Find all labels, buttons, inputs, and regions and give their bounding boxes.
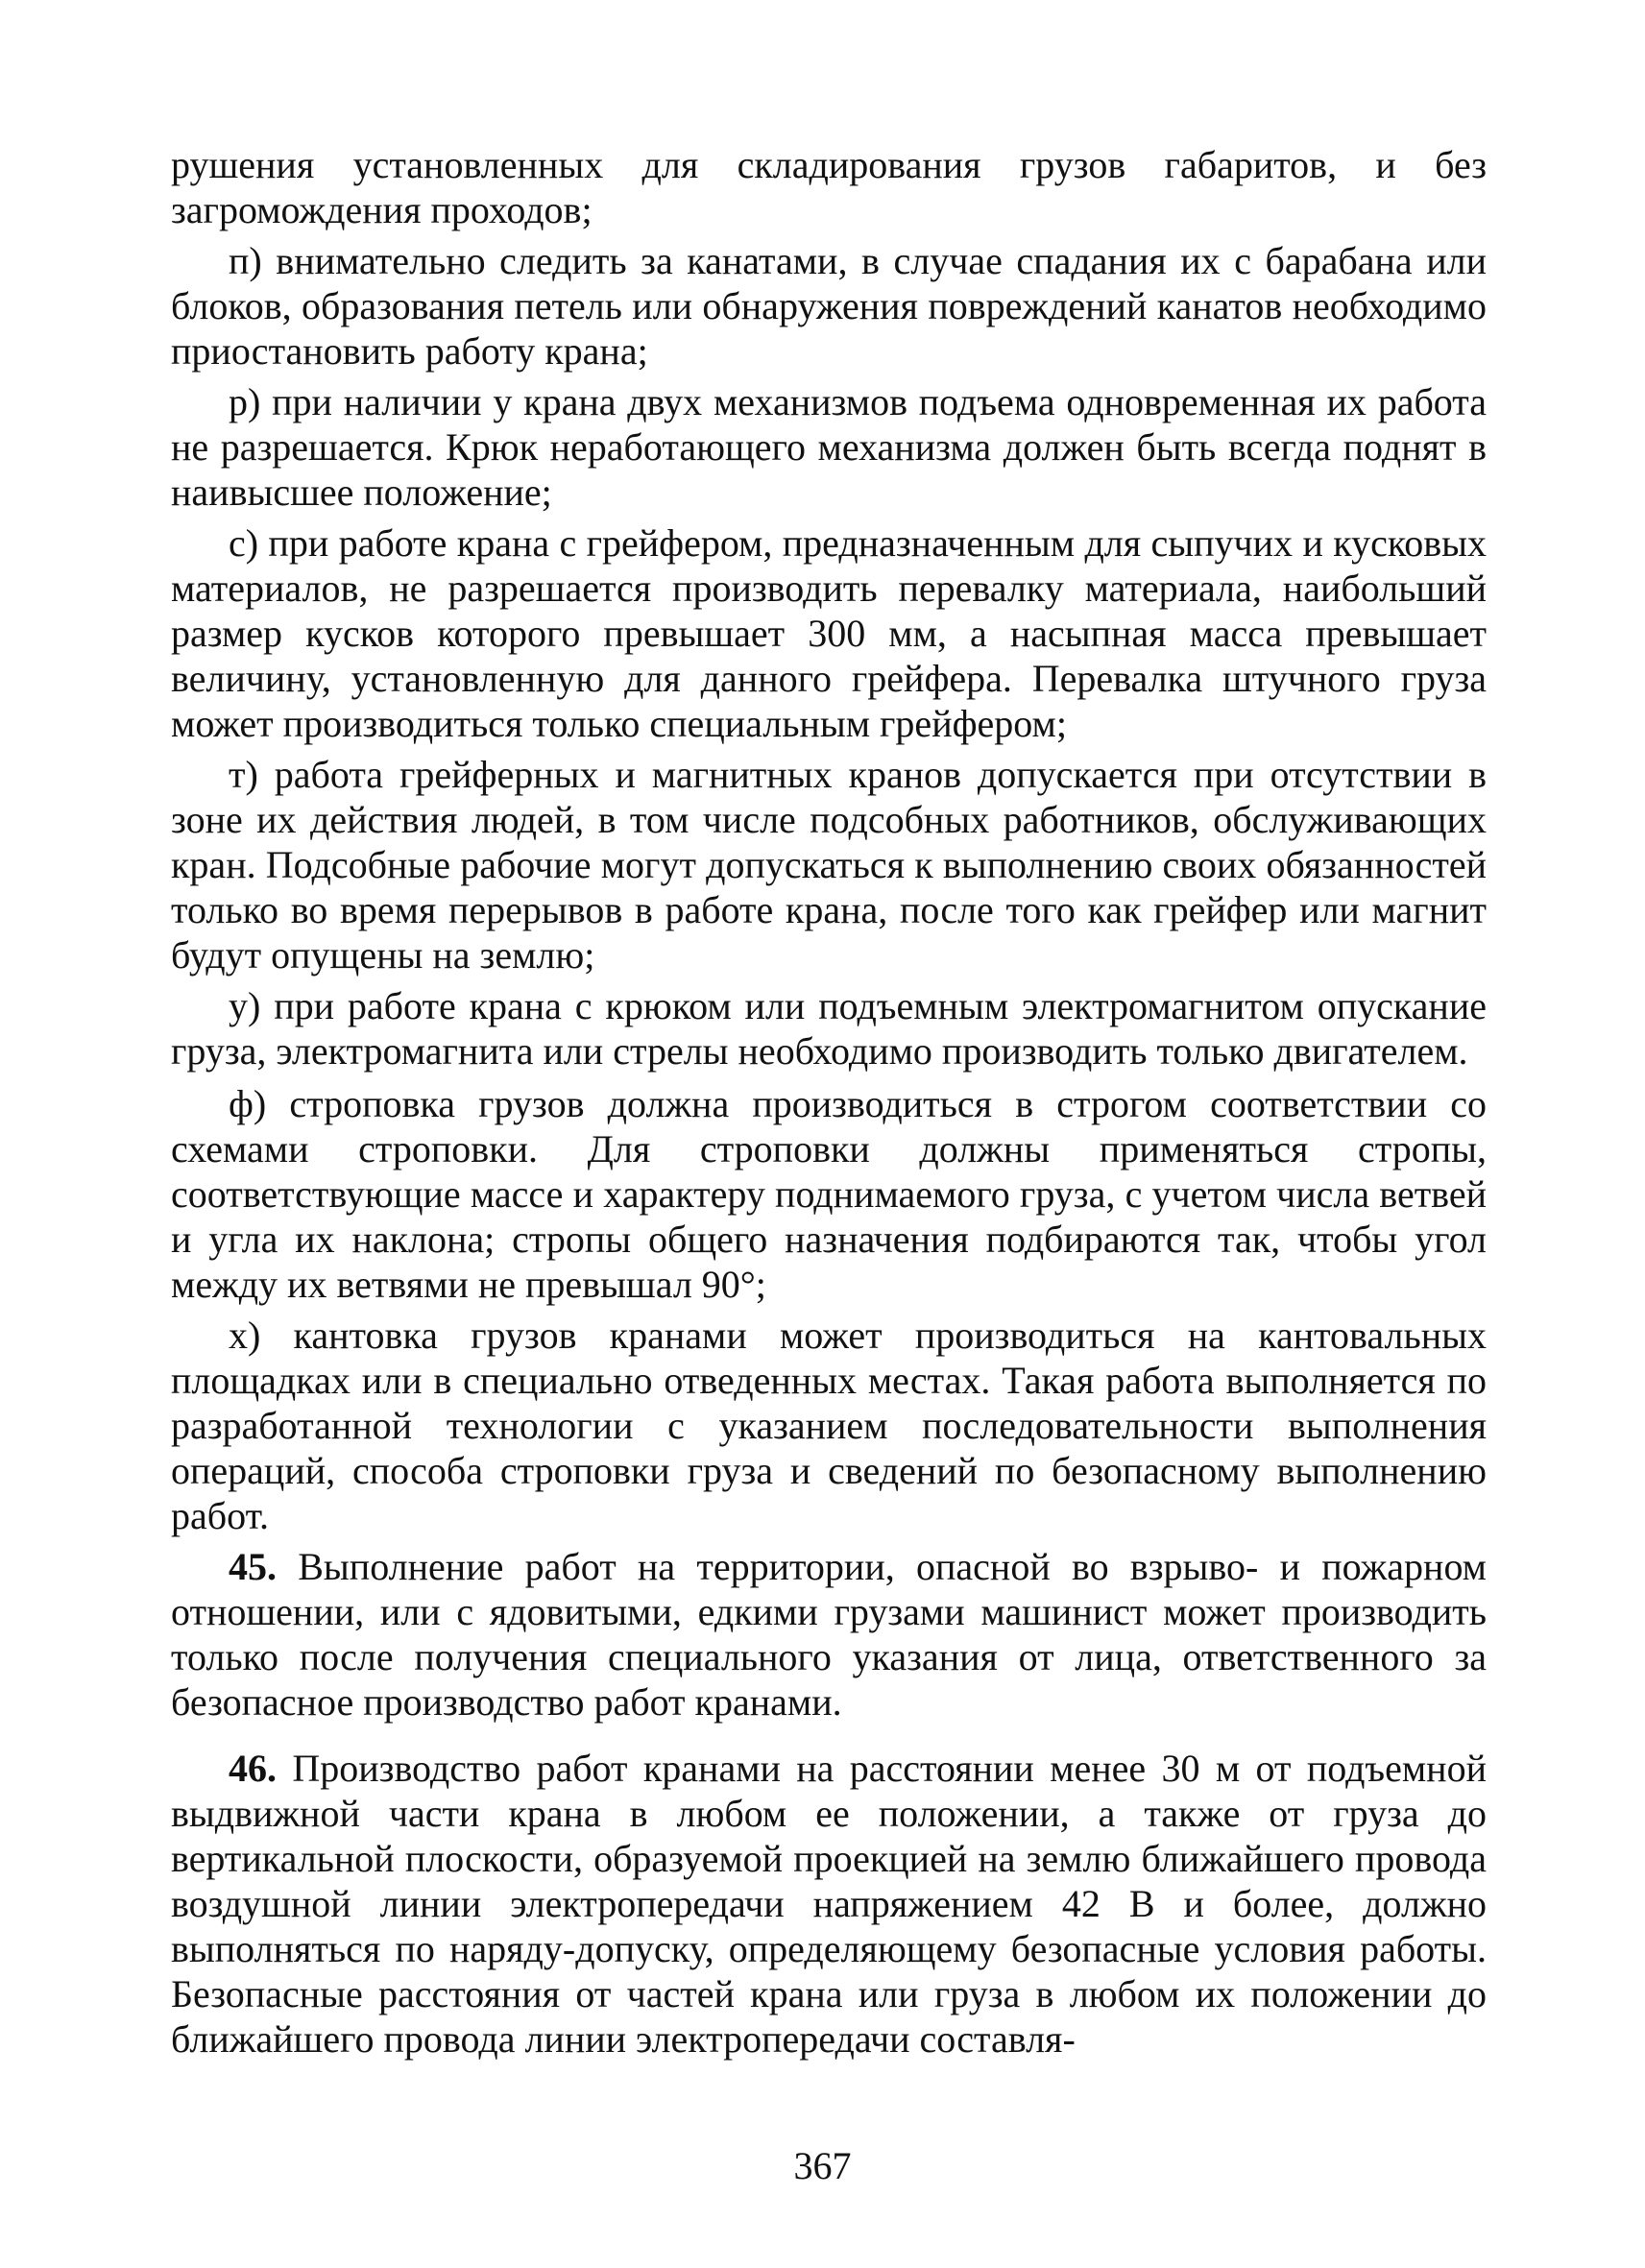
paragraph-item-r: р) при наличии у крана двух механизмов подъема одновременная их работа не разрешается. Крюк неработающего механизма должен быть всегда поднят в наивысшее положение; [171, 380, 1487, 514]
item-number-45: 45. [229, 1545, 277, 1588]
paragraph-item-s: с) при работе крана с грейфером, предназначенным для сыпучих и кусковых материалов, не разрешается производить перевалку материала, наибольший размер кусков которого превышает 300 мм, а насыпная масса превышает величину, установленную для данного грейфера. Перевалка штучного груза может производиться только специальным грейфером; [171, 521, 1487, 745]
paragraph-item-u: у) при работе крана с крюком или подъемным электромагнитом опускание груза, электромагнита или стрелы необходимо производить только двигателем. [171, 984, 1487, 1073]
paragraph-item-t: т) работа грейферных и магнитных кранов допускается при отсутствии в зоне их действия людей, в том числе подсобных работников, обслуживающих кран. Подсобные рабочие могут допускаться к выполнению своих обязанностей только во время перерывов в работе крана, после того как грейфер или магнит будут опущены на землю; [171, 753, 1487, 977]
paragraph-continuation: рушения установленных для складирования грузов габаритов, и без загромождения проходов; [171, 143, 1487, 231]
item-number-46: 46. [229, 1747, 277, 1790]
page-number: 367 [793, 2144, 852, 2187]
paragraph-item-p: п) внимательно следить за канатами, в случае спадания их с барабана или блоков, образования петель или обнаружения повреждений канатов необходимо приостановить работу крана; [171, 239, 1487, 373]
paragraph-item-45 [171, 1544, 1487, 1725]
item-text-45: Выполнение работ на территории, опасной во взрыво- и пожарном отношении, или с ядовитыми, едкими грузами машинист может производить только после получения специального указания от лица, ответственного за безопасное производство работ кранами. [171, 1545, 1487, 1724]
paragraph-item-46 [171, 1746, 1487, 2062]
item-text-46: Производство работ кранами на расстоянии менее 30 м от подъемной выдвижной части крана в любом ее положении, а также от груза до вертикальной плоскости, образуемой проекцией на землю ближайшего провода воздушной линии электропередачи напряжением 42 В и более, должно выполняться по наряду-допуску, определяющему безопасные условия работы. Безопасные расстояния от частей крана или груза в любом их положении до ближайшего провода линии электропередачи составля- [171, 1747, 1487, 2061]
page-body [171, 142, 1487, 2062]
paragraph-item-h: х) кантовка грузов кранами может производиться на кантовальных площадках или в специально отведенных местах. Такая работа выполняется по разработанной технологии с указанием последовательности выполнения операций, способа строповки груза и сведений по безопасному выполнению работ. [171, 1314, 1487, 1537]
paragraph-item-f: ф) строповка грузов должна производиться в строгом соответствии со схемами строповки. Для строповки должны применяться стропы, соответствующие массе и характеру поднимаемого груза, с учетом числа ветвей и угла их наклона; стропы общего назначения подбираются так, чтобы угол между их ветвями не превышал 90°; [171, 1082, 1487, 1306]
